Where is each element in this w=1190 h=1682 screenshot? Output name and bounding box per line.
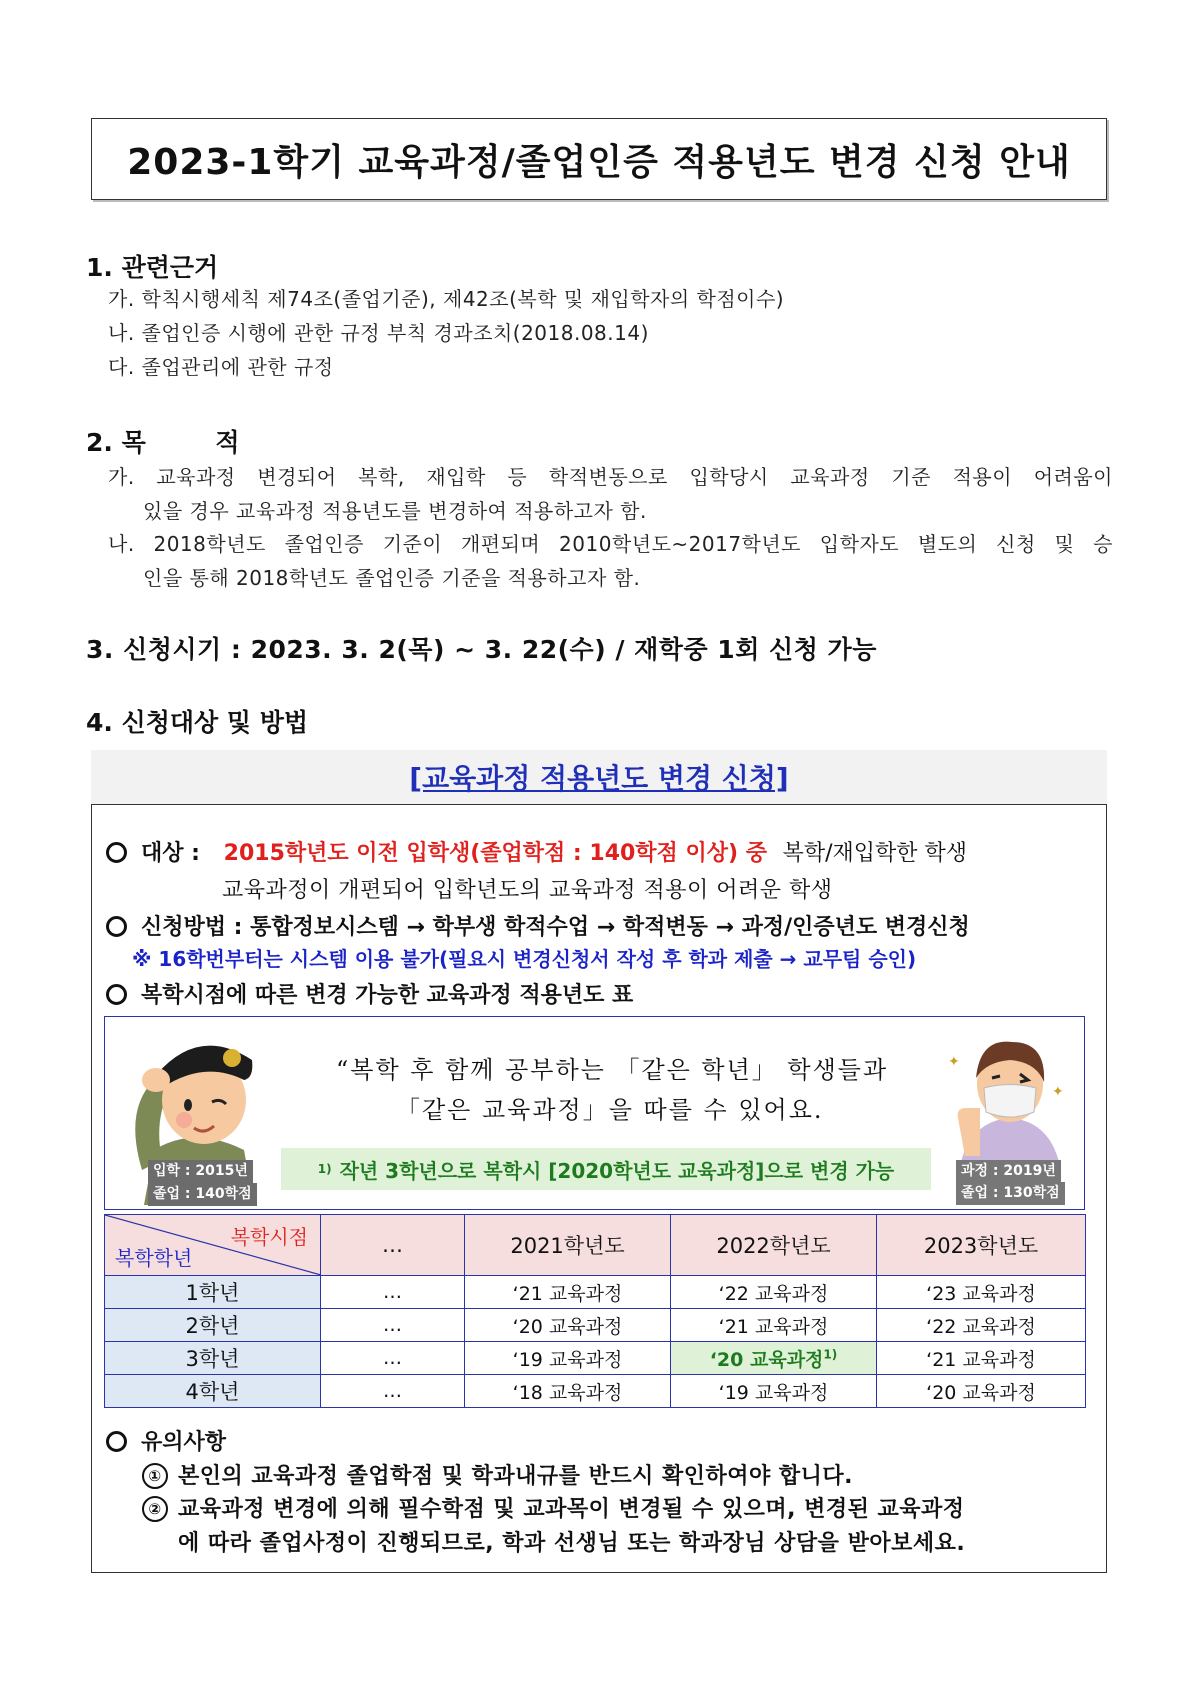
section2-item-b-line2: 인을 통해 2018학년도 졸업인증 기준을 적용하고자 함. (143, 566, 641, 590)
table-corner-cell (105, 1215, 321, 1276)
svg-text:✦: ✦ (948, 1054, 960, 1070)
highlighted-cell (671, 1342, 877, 1375)
table-heading-bullet (106, 978, 633, 1009)
section1-item-1: 가. 학칙시행세칙 제74조(졸업기준), 제42조(복학 및 재입학자의 학점이수) (108, 287, 785, 311)
header-2021: 2021학년도 (465, 1215, 671, 1276)
curriculum-year-table (104, 1214, 1086, 1408)
header-2023: 2023학년도 (877, 1215, 1086, 1276)
bullet-circle-icon (106, 984, 127, 1005)
target-highlight: 2015학년도 이전 입학생(졸업학점 : 140학점 이상) 중 (223, 841, 767, 866)
change-note-bar (281, 1148, 931, 1190)
section1-item-2: 나. 졸업인증 시행에 관한 규정 부칙 경과조치(2018.08.14) (108, 321, 649, 345)
grade-cell: 2학년 (105, 1309, 321, 1342)
note-2 (142, 1492, 965, 1524)
table-cell: ‘18 교육과정 (465, 1375, 671, 1408)
notes-heading: 유의사항 (141, 1430, 227, 1455)
bullet-circle-icon (106, 1431, 127, 1452)
section2-item-a-line2: 있을 경우 교육과정 적용년도를 변경하여 적용하고자 함. (143, 499, 647, 523)
table-cell: ‘23 교육과정 (877, 1276, 1086, 1309)
section2-item-b-line1: 나. 2018학년도 졸업인증 기준이 개편되며 2010학년도~2017학년도 입학자도 별도의 신청 및 승 (108, 532, 1113, 556)
highlighted-cell-text: ‘20 교육과정 (709, 1348, 824, 1371)
target-rest: 복학/재입학한 학생 (782, 841, 968, 866)
method-bullet (106, 910, 970, 941)
note-1 (142, 1459, 853, 1491)
note-1-text: 본인의 교육과정 졸업학점 및 학과내규를 반드시 확인하여야 합니다. (178, 1464, 854, 1489)
table-row (105, 1276, 1086, 1309)
panel-title: [교육과정 적용년도 변경 신청] (409, 762, 789, 795)
bullet-circle-icon (106, 916, 127, 937)
table-row (105, 1309, 1086, 1342)
table-cell: ‘19 교육과정 (671, 1375, 877, 1408)
notes-heading-bullet (106, 1425, 226, 1456)
method-text: 신청방법 : 통합정보시스템 → 학부생 학적수업 → 학적변동 → 과정/인증년도 변경신청 (141, 915, 970, 940)
note-1-number: ① (142, 1463, 168, 1489)
table-cell: ‘20 교육과정 (465, 1309, 671, 1342)
table-cell: ‘22 교육과정 (877, 1309, 1086, 1342)
section1-heading: 1. 관련근거 (86, 253, 219, 282)
note-text: 작년 3학년으로 복학시 [2020학년도 교육과정]으로 변경 가능 (339, 1158, 895, 1183)
section4-heading: 4. 신청대상 및 방법 (86, 708, 309, 737)
svg-text:✦: ✦ (1052, 1084, 1064, 1100)
table-cell: ‘22 교육과정 (671, 1276, 877, 1309)
corner-top-label: 복학시점 (230, 1225, 308, 1249)
section2-heading: 2. 목 적 (86, 428, 240, 457)
target-line2: 교육과정이 개편되어 입학년도의 교육과정 적용이 어려운 학생 (222, 878, 833, 903)
page-title: 2023-1학기 교육과정/졸업인증 적용년도 변경 신청 안내 (127, 141, 1071, 183)
note-footnote-mark: 1) (317, 1162, 332, 1176)
note-2-number: ② (142, 1496, 168, 1522)
table-header-row (105, 1215, 1086, 1276)
table-cell: ‘20 교육과정 (877, 1375, 1086, 1408)
table-cell: … (321, 1309, 465, 1342)
bullet-circle-icon (106, 842, 127, 863)
quote-line-2: 「같은 교육과정」을 따를 수 있어요. (396, 1096, 824, 1124)
target-bullet (106, 836, 967, 867)
target-label: 대상 : (141, 841, 200, 866)
note-2-line2: 에 따라 졸업사정이 진행되므로, 학과 선생님 또는 학과장님 상담을 받아보세요. (178, 1531, 966, 1556)
table-row (105, 1342, 1086, 1375)
soldier-tag-graduation: 졸업 : 140학점 (148, 1183, 257, 1206)
header-ellipsis: … (321, 1215, 465, 1276)
student-with-mask-illustration (940, 1026, 1070, 1166)
header-2022: 2022학년도 (671, 1215, 877, 1276)
quote-line-1: “복학 후 함께 공부하는 「같은 학년」 학생들과 (336, 1056, 889, 1084)
method-note: ※ 16학번부터는 시스템 이용 불가(필요시 변경신청서 작성 후 학과 제출 → 교무팀 승인) (132, 947, 917, 971)
student-tag-curriculum: 과정 : 2019년 (956, 1160, 1061, 1183)
student-tag-graduation: 졸업 : 130학점 (956, 1182, 1065, 1205)
grade-cell: 1학년 (105, 1276, 321, 1309)
panel-header (91, 750, 1107, 805)
note-2-line1: 교육과정 변경에 의해 필수학점 및 교과목이 변경될 수 있으며, 변경된 교육과정 (178, 1497, 965, 1522)
grade-cell: 3학년 (105, 1342, 321, 1375)
highlight-footnote-mark: 1) (823, 1347, 838, 1362)
grade-cell: 4학년 (105, 1375, 321, 1408)
table-cell: ‘21 교육과정 (465, 1276, 671, 1309)
corner-bottom-label: 복학학년 (115, 1246, 193, 1270)
title-box (91, 118, 1107, 200)
section2-item-a-line1: 가. 교육과정 변경되어 복학, 재입학 등 학적변동으로 입학당시 교육과정 기준 적용이 어려움이 (108, 465, 1113, 489)
table-cell: … (321, 1342, 465, 1375)
soldier-tag-admission: 입학 : 2015년 (148, 1160, 253, 1183)
table-cell: ‘19 교육과정 (465, 1342, 671, 1375)
table-heading: 복학시점에 따른 변경 가능한 교육과정 적용년도 표 (141, 983, 634, 1008)
table-cell: … (321, 1375, 465, 1408)
section3-heading: 3. 신청시기 : 2023. 3. 2(목) ~ 3. 22(수) / 재학중 1회 신청 가능 (86, 635, 877, 664)
table-cell: … (321, 1276, 465, 1309)
table-cell: ‘21 교육과정 (877, 1342, 1086, 1375)
table-cell: ‘21 교육과정 (671, 1309, 877, 1342)
table-row (105, 1375, 1086, 1408)
section1-item-3: 다. 졸업관리에 관한 규정 (108, 355, 334, 379)
